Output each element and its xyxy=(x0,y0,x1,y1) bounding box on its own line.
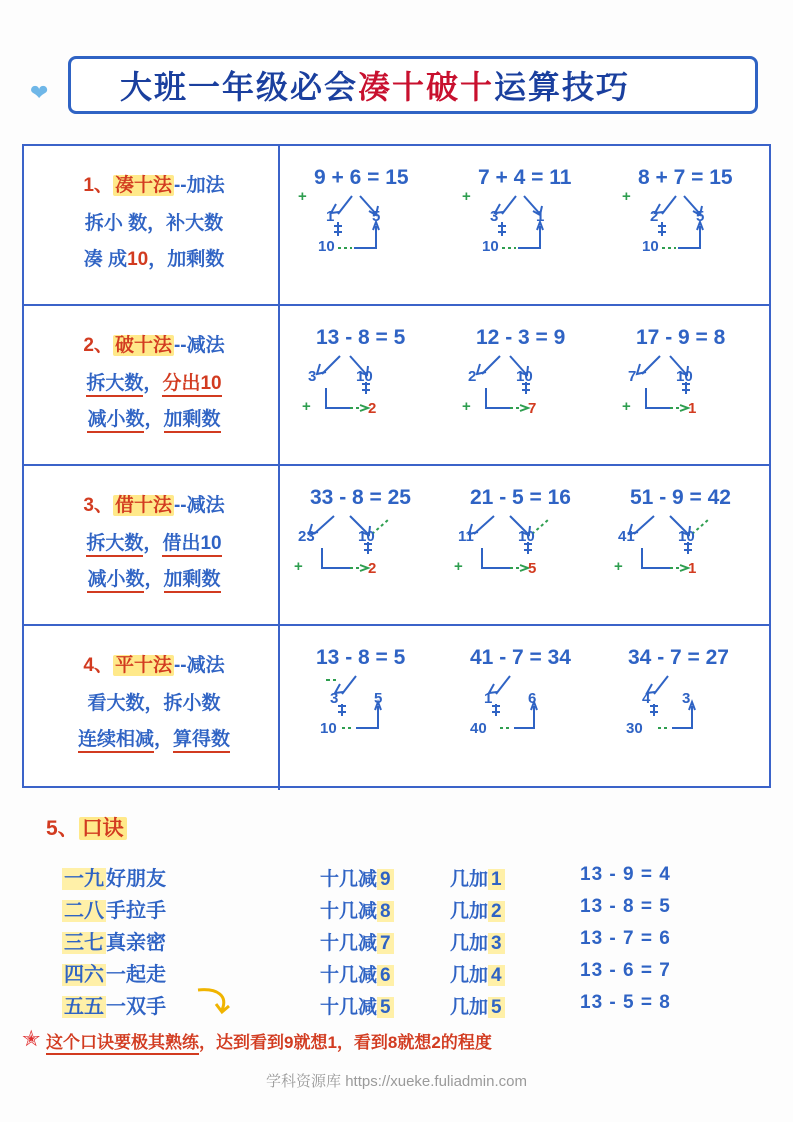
example-item xyxy=(470,646,571,737)
section-index: 5、 xyxy=(46,817,79,840)
rule-line-part: 加剩数 xyxy=(164,569,221,593)
rule-line-2 xyxy=(36,404,272,431)
example-item xyxy=(622,166,733,255)
list-item xyxy=(450,864,505,891)
rule-line-part: 拆大数 xyxy=(86,373,143,397)
table-row xyxy=(24,466,769,626)
base-ten: 30 xyxy=(626,720,643,737)
examples-cell xyxy=(280,306,769,464)
rule-line-part: 算得数 xyxy=(173,729,230,753)
equation: 9 + 6 = 15 xyxy=(314,166,409,189)
equation: 17 - 9 = 8 xyxy=(636,326,726,349)
list-item xyxy=(450,960,505,987)
base-ten: 10 xyxy=(320,720,337,737)
split-right: 5 xyxy=(372,208,381,225)
list-item xyxy=(62,862,166,891)
add-text: 几加 xyxy=(450,965,489,986)
split-right: 5 xyxy=(696,208,705,225)
split-right: 10 xyxy=(358,528,375,545)
rule-index: 3、 xyxy=(83,495,113,516)
split-right: 3 xyxy=(682,690,691,707)
rule-title xyxy=(36,170,272,197)
rule-line-part: 补大数 xyxy=(166,213,224,234)
list-item xyxy=(320,864,394,891)
page-title xyxy=(30,56,720,114)
list-item xyxy=(320,896,394,923)
list-item xyxy=(320,992,394,1019)
rule-cell xyxy=(24,466,280,624)
rule-line-part: ， xyxy=(144,569,164,590)
title-prefix: 大班一年级必会 xyxy=(119,69,358,105)
rule-line-part: 凑 成 xyxy=(83,249,128,270)
mnemonic-pair: 四六 xyxy=(64,964,104,986)
add-number: 1 xyxy=(488,869,505,890)
example-item xyxy=(302,326,406,417)
rule-cell xyxy=(24,146,280,304)
rule-line-part: 拆小 数 xyxy=(84,213,148,234)
rule-tail: 减法 xyxy=(186,495,225,516)
rule-dash: -- xyxy=(173,655,187,676)
table-row xyxy=(24,146,769,306)
split-diagram xyxy=(476,326,636,426)
examples-cell xyxy=(280,146,769,304)
rule-title xyxy=(36,330,272,357)
rule-line-part: ， xyxy=(143,373,163,394)
equation: 12 - 3 = 9 xyxy=(476,326,566,349)
add-text: 几加 xyxy=(450,869,489,890)
sub-number: 9 xyxy=(377,869,394,890)
rule-line-part: ， xyxy=(153,729,173,750)
list-item xyxy=(450,896,505,923)
split-diagram xyxy=(470,646,630,746)
example-item xyxy=(626,646,729,737)
mnemonic-text: 好朋友 xyxy=(106,868,166,890)
add-number: 4 xyxy=(488,965,505,986)
title-suffix: 运算技巧 xyxy=(494,69,631,105)
rule-index: 1、 xyxy=(83,175,113,196)
plus-marker: + xyxy=(622,398,631,415)
result-step: 1 xyxy=(688,560,697,577)
rule-line-part: 借出10 xyxy=(162,533,221,557)
star-icon: ✭ xyxy=(22,1026,41,1051)
footnote-emphasis: 这个口诀要极其熟练 xyxy=(46,1033,199,1055)
plus-marker: + xyxy=(622,188,631,205)
mnemonic-text: 手拉手 xyxy=(106,900,166,922)
plus-marker: + xyxy=(294,558,303,575)
example-item xyxy=(614,486,731,577)
equation: 7 + 4 = 11 xyxy=(478,166,572,189)
rule-dash: -- xyxy=(173,335,187,356)
equation: 41 - 7 = 34 xyxy=(470,646,571,669)
rule-line-1 xyxy=(36,368,272,395)
result-step: 7 xyxy=(528,400,537,417)
list-item xyxy=(320,960,394,987)
base-ten: 10 xyxy=(642,238,659,255)
example-item xyxy=(298,166,409,255)
plus-marker: + xyxy=(302,398,311,415)
split-left: 7 xyxy=(628,368,637,385)
add-number: 5 xyxy=(488,997,505,1018)
equation: 13 - 8 = 5 xyxy=(316,326,406,349)
rule-line-2 xyxy=(36,564,272,591)
table-row xyxy=(24,306,769,466)
split-right: 6 xyxy=(528,690,537,707)
split-diagram xyxy=(316,646,476,746)
split-diagram xyxy=(628,646,788,746)
rule-tail: 加法 xyxy=(186,175,225,196)
equation: 13 - 8 = 5 xyxy=(316,646,406,669)
list-item xyxy=(62,894,166,923)
split-left: 23 xyxy=(298,528,315,545)
list-item: 13 - 5 = 8 xyxy=(580,992,671,1013)
rule-tail: 减法 xyxy=(186,335,225,356)
list-item xyxy=(320,928,394,955)
rule-line-part: 加剩数 xyxy=(164,409,221,433)
rule-line-part: ， xyxy=(143,533,163,554)
split-diagram xyxy=(636,326,793,426)
rule-line-part: 减小数 xyxy=(87,569,144,593)
split-right: 10 xyxy=(676,368,693,385)
split-diagram xyxy=(316,326,476,426)
sub-text: 十几减 xyxy=(320,869,378,890)
add-number: 3 xyxy=(488,933,505,954)
rule-line-part: ，加剩数 xyxy=(148,249,225,270)
rule-line-part: 连续相减 xyxy=(78,729,154,753)
split-left: 11 xyxy=(458,528,474,545)
split-left: 4 xyxy=(642,690,651,707)
mnemonic-pair: 五五 xyxy=(64,996,104,1018)
add-text: 几加 xyxy=(450,933,489,954)
split-left: 3 xyxy=(490,208,499,225)
result-step: 5 xyxy=(528,560,537,577)
mnemonic-pair: 一九 xyxy=(64,868,104,890)
sub-text: 十几减 xyxy=(320,997,378,1018)
rule-line-part: 拆小数 xyxy=(163,693,221,714)
rule-title xyxy=(36,490,272,517)
list-item: 13 - 6 = 7 xyxy=(580,960,671,981)
add-text: 几加 xyxy=(450,901,489,922)
add-number: 2 xyxy=(488,901,505,922)
split-left: 1 xyxy=(326,208,335,225)
equation: 51 - 9 = 42 xyxy=(630,486,731,509)
plus-marker: + xyxy=(462,398,471,415)
split-diagram xyxy=(478,166,628,266)
equation: 34 - 7 = 27 xyxy=(628,646,729,669)
mnemonic-pair: 三七 xyxy=(64,932,104,954)
plus-marker: + xyxy=(614,558,623,575)
split-diagram xyxy=(314,166,464,266)
result-step: 2 xyxy=(368,400,377,417)
rule-line-part: ， xyxy=(144,693,164,714)
mnemonic-text: 真亲密 xyxy=(106,932,166,954)
example-item xyxy=(316,646,406,737)
example-item xyxy=(454,486,571,577)
split-right: 10 xyxy=(518,528,535,545)
table-row xyxy=(24,626,769,790)
rule-line-1 xyxy=(36,528,272,555)
sub-number: 8 xyxy=(377,901,394,922)
rule-index: 4、 xyxy=(83,655,113,676)
split-left: 3 xyxy=(308,368,317,385)
sub-text: 十几减 xyxy=(320,901,378,922)
split-left: 2 xyxy=(650,208,659,225)
plus-marker: + xyxy=(298,188,307,205)
rule-cell xyxy=(24,626,280,790)
mnemonic-text: 一起走 xyxy=(106,964,166,986)
footnote-rest: ，达到看到9就想1，看到8就想2的程度 xyxy=(199,1033,492,1052)
rule-line-1 xyxy=(36,208,272,235)
split-diagram xyxy=(638,166,788,266)
rule-line-2 xyxy=(36,244,272,271)
section-5-title xyxy=(46,812,127,842)
rule-dash: -- xyxy=(173,175,187,196)
base-ten: 10 xyxy=(482,238,499,255)
watermark: 学科资源库 https://xueke.fuliadmin.com xyxy=(266,1073,527,1090)
rule-line-highlight: 10 xyxy=(127,249,149,270)
list-item xyxy=(62,926,166,955)
result-step: 2 xyxy=(368,560,377,577)
mnemonic-text: 一双手 xyxy=(106,996,166,1018)
sub-number: 5 xyxy=(377,997,394,1018)
rule-title xyxy=(36,650,272,677)
rule-key: 平十法 xyxy=(114,655,172,676)
base-ten: 40 xyxy=(470,720,487,737)
list-item xyxy=(450,928,505,955)
title-highlight: 凑十破十 xyxy=(357,69,494,105)
rule-line-part: ， xyxy=(144,409,164,430)
split-left: 2 xyxy=(468,368,477,385)
rule-line-part: 减小数 xyxy=(87,409,144,433)
list-item xyxy=(450,992,505,1019)
rule-index: 2、 xyxy=(83,335,113,356)
split-right: 5 xyxy=(374,690,383,707)
list-item: 13 - 8 = 5 xyxy=(580,896,671,917)
example-item xyxy=(622,326,726,417)
split-left: 3 xyxy=(330,690,339,707)
equation: 21 - 5 = 16 xyxy=(470,486,571,509)
sub-number: 7 xyxy=(377,933,394,954)
split-right: 10 xyxy=(678,528,695,545)
section-key: 口诀 xyxy=(79,817,127,840)
mnemonic-pair: 二八 xyxy=(64,900,104,922)
split-right: 10 xyxy=(356,368,373,385)
example-item xyxy=(462,326,566,417)
result-step: 1 xyxy=(688,400,697,417)
split-left: 1 xyxy=(484,690,493,707)
list-item xyxy=(62,958,166,987)
rule-line-part: 看大数 xyxy=(87,693,145,714)
rule-key: 破十法 xyxy=(114,335,172,356)
split-left: 41 xyxy=(618,528,635,545)
examples-cell xyxy=(280,626,769,790)
rule-dash: -- xyxy=(173,495,187,516)
add-text: 几加 xyxy=(450,997,489,1018)
split-diagram xyxy=(630,486,793,586)
equation: 33 - 8 = 25 xyxy=(310,486,411,509)
plus-marker: + xyxy=(462,188,471,205)
rule-key: 借十法 xyxy=(114,495,172,516)
sub-text: 十几减 xyxy=(320,965,378,986)
plus-marker: + xyxy=(454,558,463,575)
list-item: 13 - 9 = 4 xyxy=(580,864,671,885)
split-right: 1 xyxy=(536,208,545,225)
rule-cell xyxy=(24,306,280,464)
base-ten: 10 xyxy=(318,238,335,255)
rule-tail: 减法 xyxy=(186,655,225,676)
curved-arrow-icon xyxy=(196,986,236,1016)
rule-key: 凑十法 xyxy=(114,175,172,196)
equation: 8 + 7 = 15 xyxy=(638,166,733,189)
sub-number: 6 xyxy=(377,965,394,986)
example-item xyxy=(462,166,572,255)
example-item xyxy=(294,486,411,577)
examples-cell xyxy=(280,466,769,624)
rule-line-2 xyxy=(36,724,272,751)
list-item: 13 - 7 = 6 xyxy=(580,928,671,949)
split-right: 10 xyxy=(516,368,533,385)
rule-line-highlight: 分出10 xyxy=(162,373,221,397)
heart-icon: ❤ xyxy=(30,80,49,105)
sub-text: 十几减 xyxy=(320,933,378,954)
rule-line-1 xyxy=(36,688,272,715)
title-banner xyxy=(30,56,763,120)
methods-table xyxy=(22,144,771,788)
rule-line-part: 拆大数 xyxy=(86,533,143,557)
rule-line-part: ， xyxy=(147,213,167,234)
list-item xyxy=(62,990,166,1019)
footnote xyxy=(46,1028,746,1053)
